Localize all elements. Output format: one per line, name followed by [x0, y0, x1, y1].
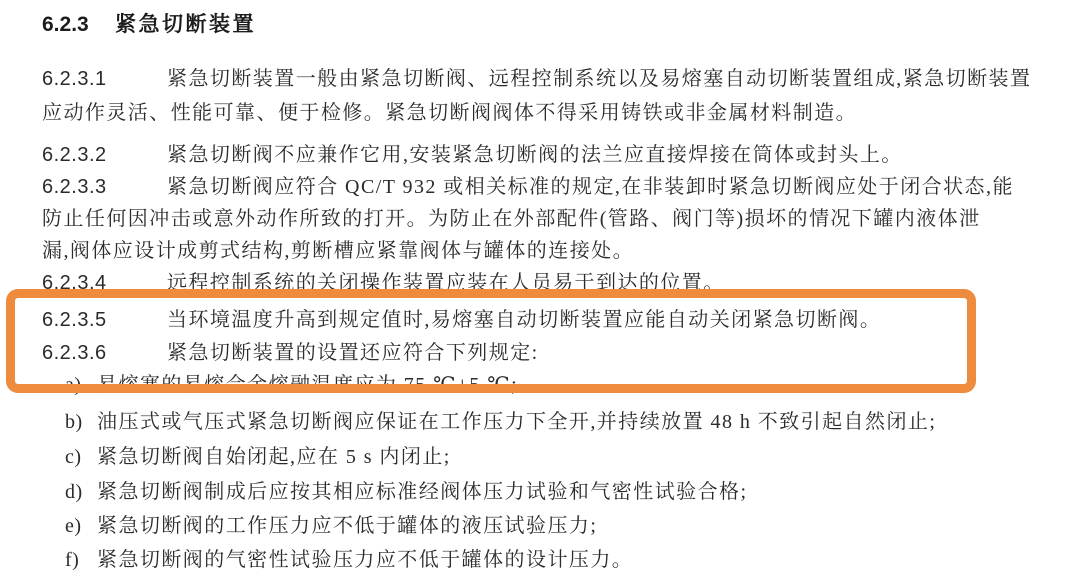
- list-item-b: [65, 405, 936, 431]
- clause-number: 6.2.3.4: [42, 272, 107, 294]
- list-item-text: 油压式或气压式紧急切断阀应保证在工作压力下全开,并持续放置 48 h 不致引起自然闭止;: [97, 411, 937, 433]
- clause-text: 当环境温度升高到规定值时,易熔塞自动切断装置应能自动关闭紧急切断阀。: [167, 309, 882, 331]
- clause-text: 紧急切断装置的设置还应符合下列规定:: [167, 342, 539, 364]
- clause-number: 6.2.3.5: [42, 309, 107, 331]
- clause-heading-number: 6.2.3: [42, 13, 89, 36]
- clause-6233-line1: [42, 170, 1014, 196]
- list-item-text: 紧急切断阀自始闭起,应在 5 s 内闭止;: [97, 446, 451, 468]
- list-item-e: [65, 509, 597, 535]
- list-item-d: [65, 475, 748, 501]
- clause-text: 紧急切断装置一般由紧急切断阀、远程控制系统以及易熔塞自动切断装置组成,紧急切断装置: [167, 68, 1032, 90]
- clause-heading: [42, 8, 256, 34]
- clause-6234-line1: [42, 266, 725, 292]
- clause-6231-line2: [42, 96, 857, 122]
- clause-text: 紧急切断阀应符合 QC/T 932 或相关标准的规定,在非装卸时紧急切断阀应处于闭合状态,能: [167, 176, 1014, 198]
- list-item-label: a): [65, 374, 82, 396]
- clause-number: 6.2.3.6: [42, 342, 107, 364]
- list-item-label: f): [65, 549, 80, 571]
- clause-number: 6.2.3.3: [42, 176, 107, 198]
- clause-6236-line1: [42, 336, 539, 362]
- clause-text: 紧急切断阀不应兼作它用,安装紧急切断阀的法兰应直接焊接在筒体或封头上。: [167, 144, 903, 166]
- list-item-label: c): [65, 446, 82, 468]
- clause-number: 6.2.3.2: [42, 144, 107, 166]
- list-item-text: 紧急切断阀制成后应按其相应标准经阀体压力试验和气密性试验合格;: [97, 481, 748, 503]
- clause-number: 6.2.3.1: [42, 68, 107, 90]
- clause-6232-line1: [42, 138, 903, 164]
- clause-text: 漏,阀体应设计成剪式结构,剪断槽应紧靠阀体与罐体的连接处。: [42, 240, 635, 262]
- clause-text: 防止任何因冲击或意外动作所致的打开。为防止在外部配件(管路、阀门等)损坏的情况下罐内液体泄: [42, 208, 981, 230]
- list-item-text: 紧急切断阀的气密性试验压力应不低于罐体的设计压力。: [97, 549, 634, 571]
- clause-6235-line1: [42, 303, 881, 329]
- list-item-c: [65, 440, 451, 466]
- clause-6231-line1: [42, 62, 1031, 88]
- list-item-f: [65, 543, 633, 569]
- clause-text: 远程控制系统的关闭操作装置应装在人员易于到达的位置。: [167, 272, 725, 294]
- clause-heading-title: 紧急切断装置: [115, 13, 256, 36]
- clause-text: 应动作灵活、性能可靠、便于检修。紧急切断阀阀体不得采用铸铁或非金属材料制造。: [42, 102, 858, 124]
- clause-6233-line3: [42, 234, 634, 260]
- list-item-label: d): [65, 481, 83, 503]
- list-item-a: [65, 368, 518, 394]
- list-item-text: 易熔塞的易熔合金熔融温度应为 75 ℃±5 ℃;: [97, 374, 519, 396]
- clause-6233-line2: [42, 202, 981, 228]
- list-item-text: 紧急切断阀的工作压力应不低于罐体的液压试验压力;: [97, 515, 598, 537]
- list-item-label: b): [65, 411, 83, 433]
- list-item-label: e): [65, 515, 82, 537]
